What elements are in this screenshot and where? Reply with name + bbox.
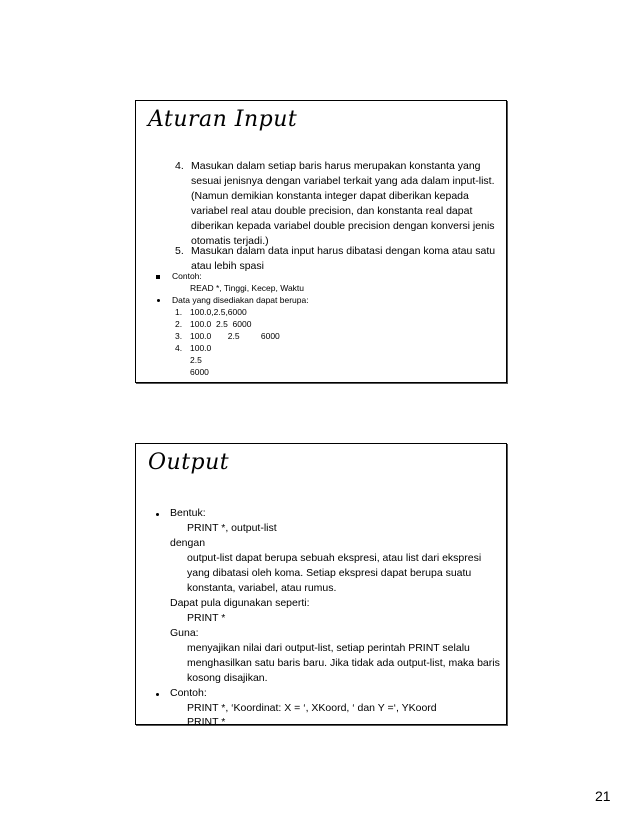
bullet-icon (156, 513, 159, 516)
data-item-number: 3. (175, 331, 183, 341)
guna-label: Guna: (170, 627, 199, 639)
dengan-label: dengan (170, 537, 206, 549)
contoh-code: READ *, Tinggi, Kecep, Waktu (190, 283, 305, 293)
slide-output (135, 443, 507, 728)
contoh-line-1: PRINT *, ‘Koordinat: X = ‘, XKoord, ‘ dan Y =‘, YKoord (187, 702, 437, 714)
data-item-number: 4. (175, 343, 183, 353)
slide-title: Output (148, 450, 230, 475)
dengan-text: output-list dapat berupa sebuah ekspresi, atau list dari ekspresi yang dibatasi oleh koma. Setiap ekspresi dapat berupa suatu konstanta, variabel, atau rumus. (187, 552, 485, 594)
print-star: PRINT * (187, 612, 226, 624)
data-item-extra: 6000 (190, 367, 209, 377)
data-label: Data yang disediakan dapat berupa: (172, 295, 309, 305)
bentuk-label: Bentuk: (170, 507, 206, 519)
bentuk-code: PRINT *, output-list (187, 522, 277, 534)
data-item-text: 100.0 2.5 6000 (190, 319, 252, 329)
slide-aturan-input (135, 100, 507, 383)
item-4-text: Masukan dalam setiap baris harus merupakan konstanta yang sesuai jenisnya dengan variabel terkait yang ada dalam input-list. (Namun demikian konstanta integer dapat diberikan kepada variabel real atau double precision, dan konstanta real dapat diberikan kepada variabel double precision dengan konversi jenis otomatis terjadi.) (191, 160, 498, 247)
data-item-text: 100.0 2.5 6000 (190, 331, 280, 341)
data-item-number: 1. (175, 307, 183, 317)
slide-title: Aturan Input (148, 107, 298, 132)
item-5-text: Masukan dalam data input harus dibatasi dengan koma atau satu atau lebih spasi (191, 245, 499, 272)
contoh-line-2: PRINT * (187, 716, 226, 728)
contoh-label: Contoh: (172, 271, 202, 281)
data-item-number: 2. (175, 319, 183, 329)
page-number: 21 (595, 788, 611, 804)
square-bullet-icon (156, 275, 160, 279)
item-number: 5. (175, 245, 184, 257)
dapat-pula-label: Dapat pula digunakan seperti: (170, 597, 310, 609)
bullet-icon (157, 299, 160, 302)
contoh-label: Contoh: (170, 687, 207, 699)
guna-text: menyajikan nilai dari output-list, setiap perintah PRINT selalu menghasilkan satu baris baru. Jika tidak ada output-list, maka baris kosong disajikan. (187, 642, 503, 684)
data-item-text: 100.0,2.5,6000 (190, 307, 247, 317)
item-number: 4. (175, 160, 184, 172)
bullet-icon (156, 693, 159, 696)
data-item-text: 100.0 (190, 343, 212, 353)
data-item-extra: 2.5 (190, 355, 202, 365)
